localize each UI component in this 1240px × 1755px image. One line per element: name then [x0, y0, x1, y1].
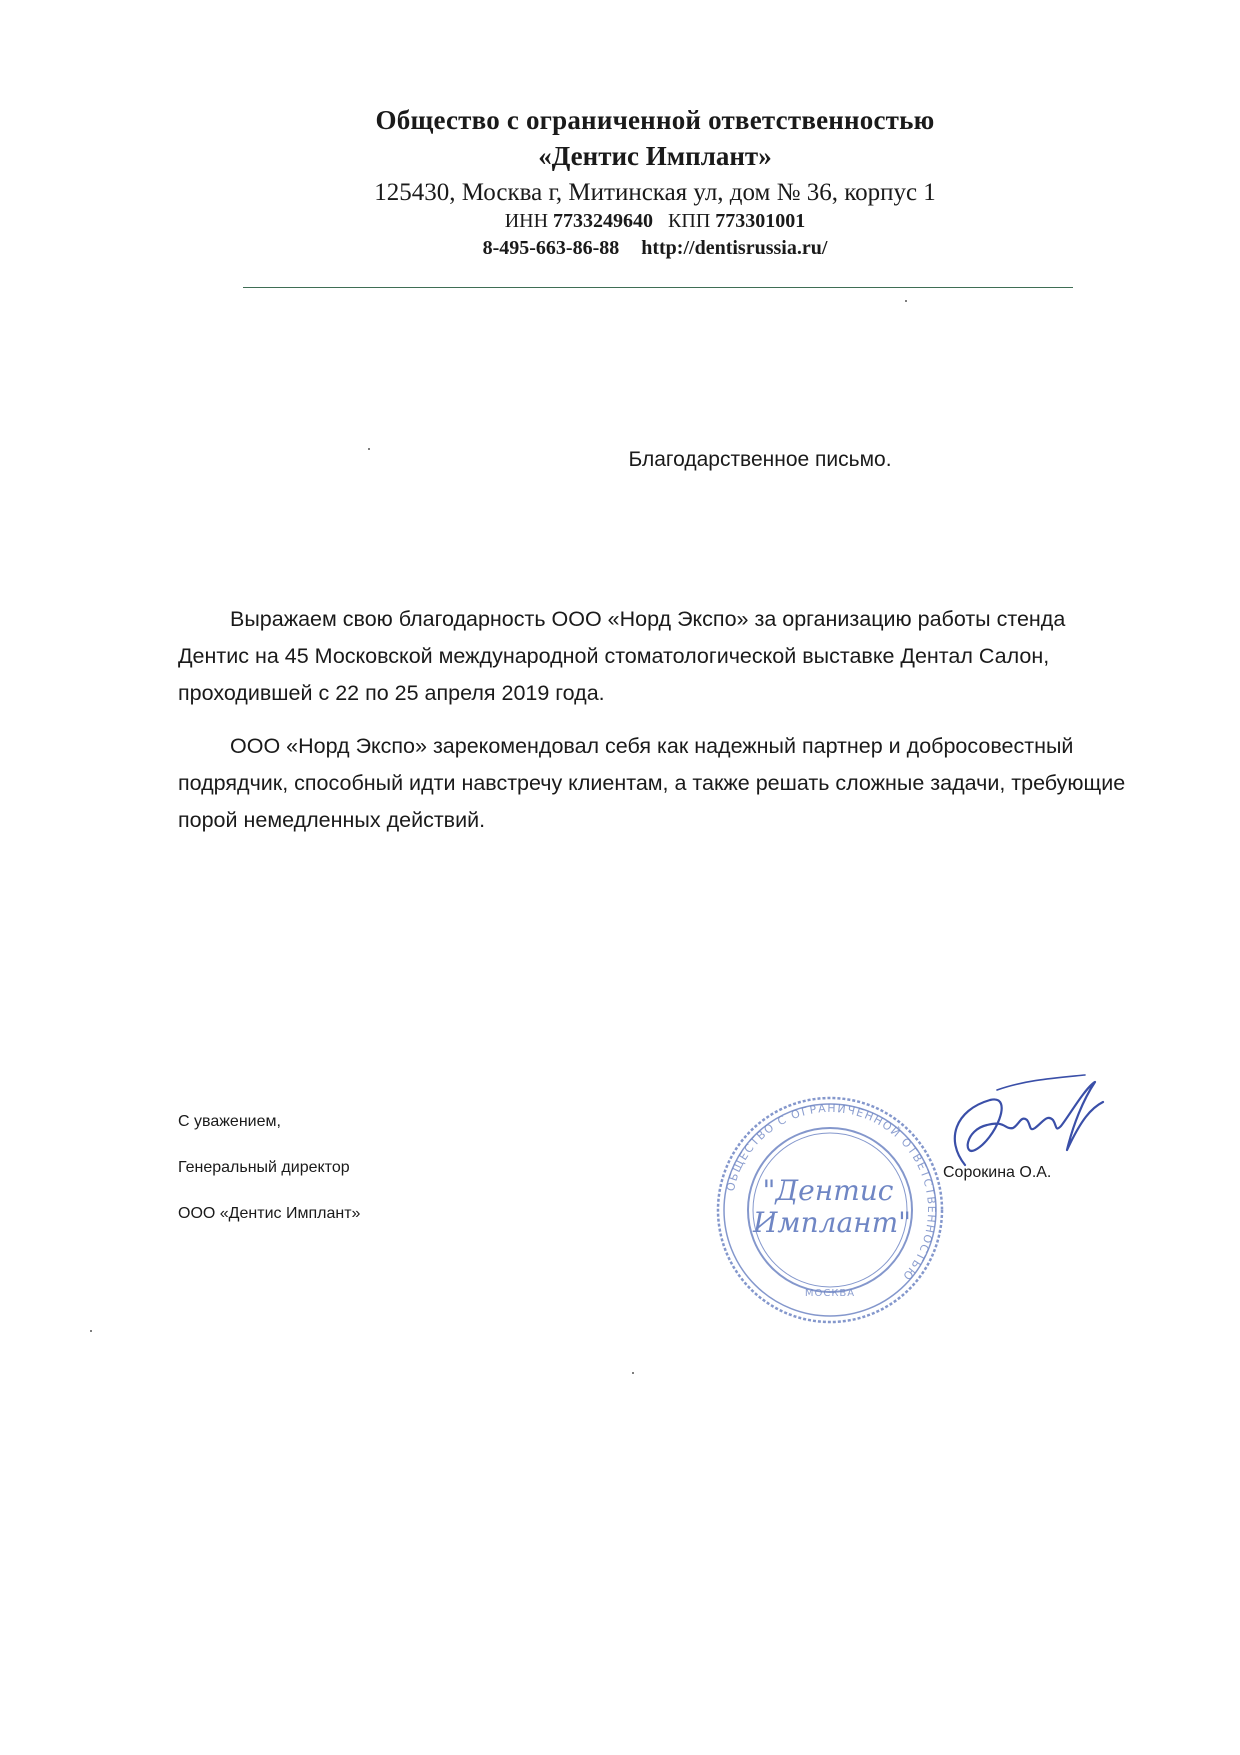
stamp-ring-text: ОБЩЕСТВО С ОГРАНИЧЕННОЙ ОТВЕТСТВЕННОСТЬЮ — [723, 1101, 939, 1284]
body-paragraph-2: ООО «Норд Экспо» зарекомендовал себя как надежный партнер и добросовестный подрядчик, способный идти навстречу клиентам, а также решать сложные задачи, требующие порой немедленных действий. — [178, 734, 1126, 832]
signer-name: Сорокина О.А. — [943, 1164, 1052, 1181]
kpp-label: КПП — [668, 210, 711, 232]
letterhead-divider — [243, 287, 1073, 288]
body-paragraph-1: Выражаем свою благодарность ООО «Норд Экспо» за организацию работы стенда Дентис на 45 Московской международной стоматологической выставке Дентал Салон, проходившей с 22 по 25 апреля 2019 года. — [178, 607, 1066, 705]
scan-speck — [632, 1372, 634, 1374]
kpp-value: 773301001 — [715, 210, 806, 232]
scan-speck — [368, 448, 370, 450]
inn-label: ИНН — [504, 210, 549, 232]
closing-block — [178, 1112, 360, 1250]
scan-speck — [905, 300, 907, 302]
closing-regards: С уважением, — [178, 1113, 281, 1130]
phone: 8-495-663-86-88 — [482, 237, 620, 259]
closing-company: ООО «Дентис Имплант» — [178, 1205, 361, 1222]
closing-position: Генеральный директор — [178, 1159, 350, 1176]
contacts — [240, 234, 1070, 262]
stamp-name-line1: "Дентис — [762, 1174, 894, 1207]
letterhead — [240, 102, 1070, 262]
inn-value: 7733249640 — [553, 210, 654, 232]
company-address: 125430, Москва г, Митинская ул, дом № 36, корпус 1 — [374, 179, 936, 206]
company-legal-form: Общество с ограниченной ответственностью — [375, 105, 935, 135]
tax-ids — [240, 209, 1070, 234]
document-title: Благодарственное письмо. — [628, 448, 892, 471]
stamp-city: МОСКВА — [804, 1288, 856, 1299]
scan-speck — [90, 1330, 92, 1332]
company-stamp — [710, 1090, 950, 1330]
company-name: «Дентис Имплант» — [538, 141, 772, 171]
stamp-name-line2: Имплант" — [752, 1206, 912, 1239]
website-link: http://dentisrussia.ru/ — [641, 237, 828, 259]
letter-body — [178, 601, 1128, 855]
